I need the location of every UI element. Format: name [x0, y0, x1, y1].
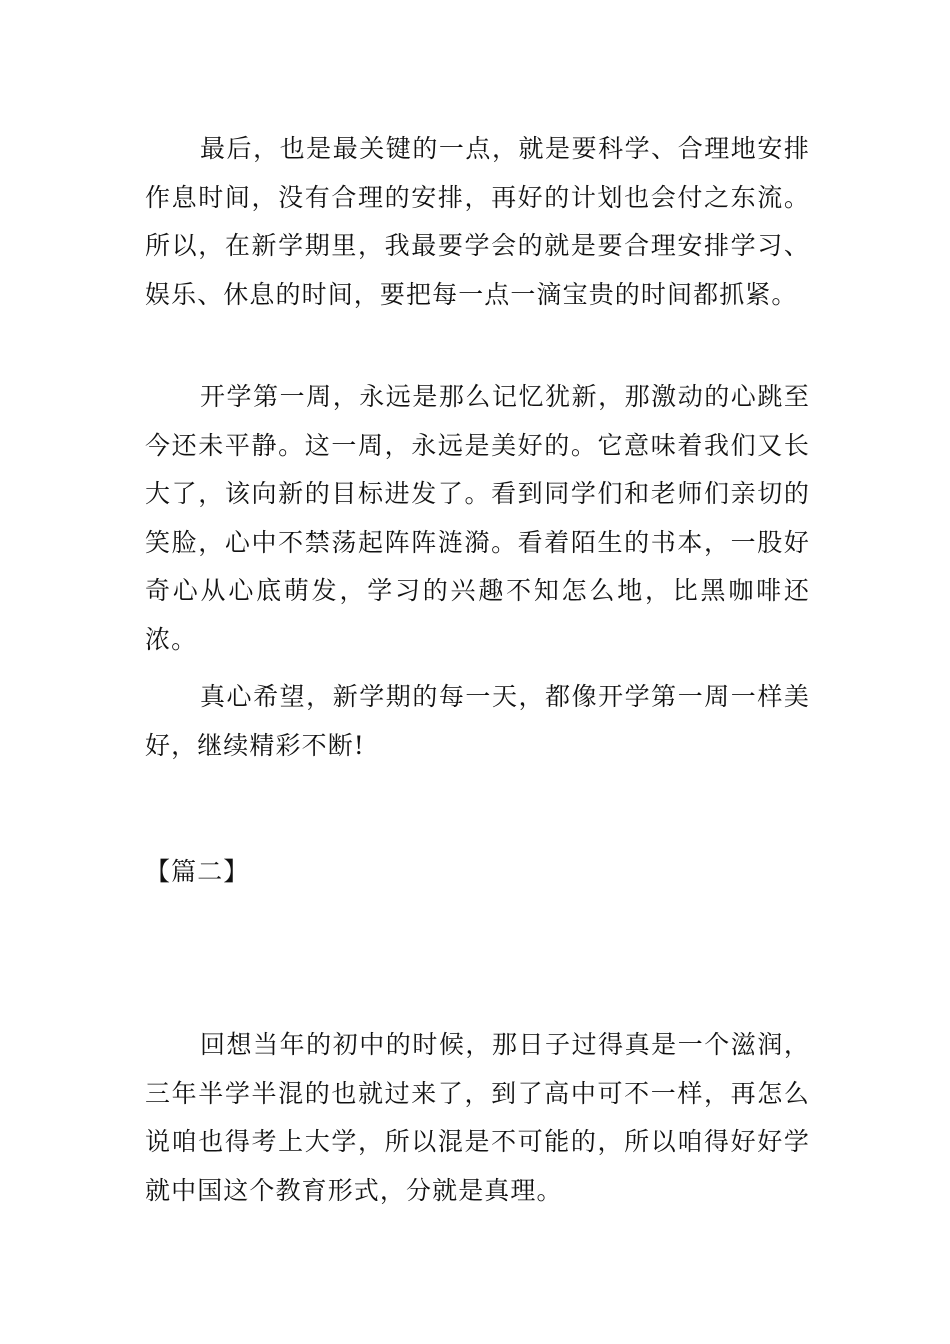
section-heading: 【篇二】 — [145, 857, 250, 886]
paragraph-first-week: 开学第一周，永远是那么记忆犹新，那激动的心跳至今还未平静。这一周，永远是美好的。它意味着我们又长大了，该向新的目标进发了。看到同学们和老师们亲切的笑脸，心中不禁荡起阵阵涟漪。看着陌生的书本，一股好奇心从心底萌发，学习的兴趣不知怎么地，比黑咖啡还浓。 — [145, 382, 810, 654]
paragraph-recollection: 回想当年的初中的时候，那日子过得真是一个滋润，三年半学半混的也就过来了，到了高中可不一样，再怎么说咱也得考上大学，所以混是不可能的，所以咱得好好学就中国这个教育形式，分就是真理。 — [145, 1030, 810, 1205]
paragraph-time-management: 最后，也是最关键的一点，就是要科学、合理地安排作息时间，没有合理的安排，再好的计划也会付之东流。所以，在新学期里，我最要学会的就是要合理安排学习、娱乐、休息的时间，要把每一点一滴宝贵的时间都抓紧。 — [145, 134, 810, 309]
paragraph-wish: 真心希望，新学期的每一天，都像开学第一周一样美好，继续精彩不断! — [145, 682, 810, 760]
